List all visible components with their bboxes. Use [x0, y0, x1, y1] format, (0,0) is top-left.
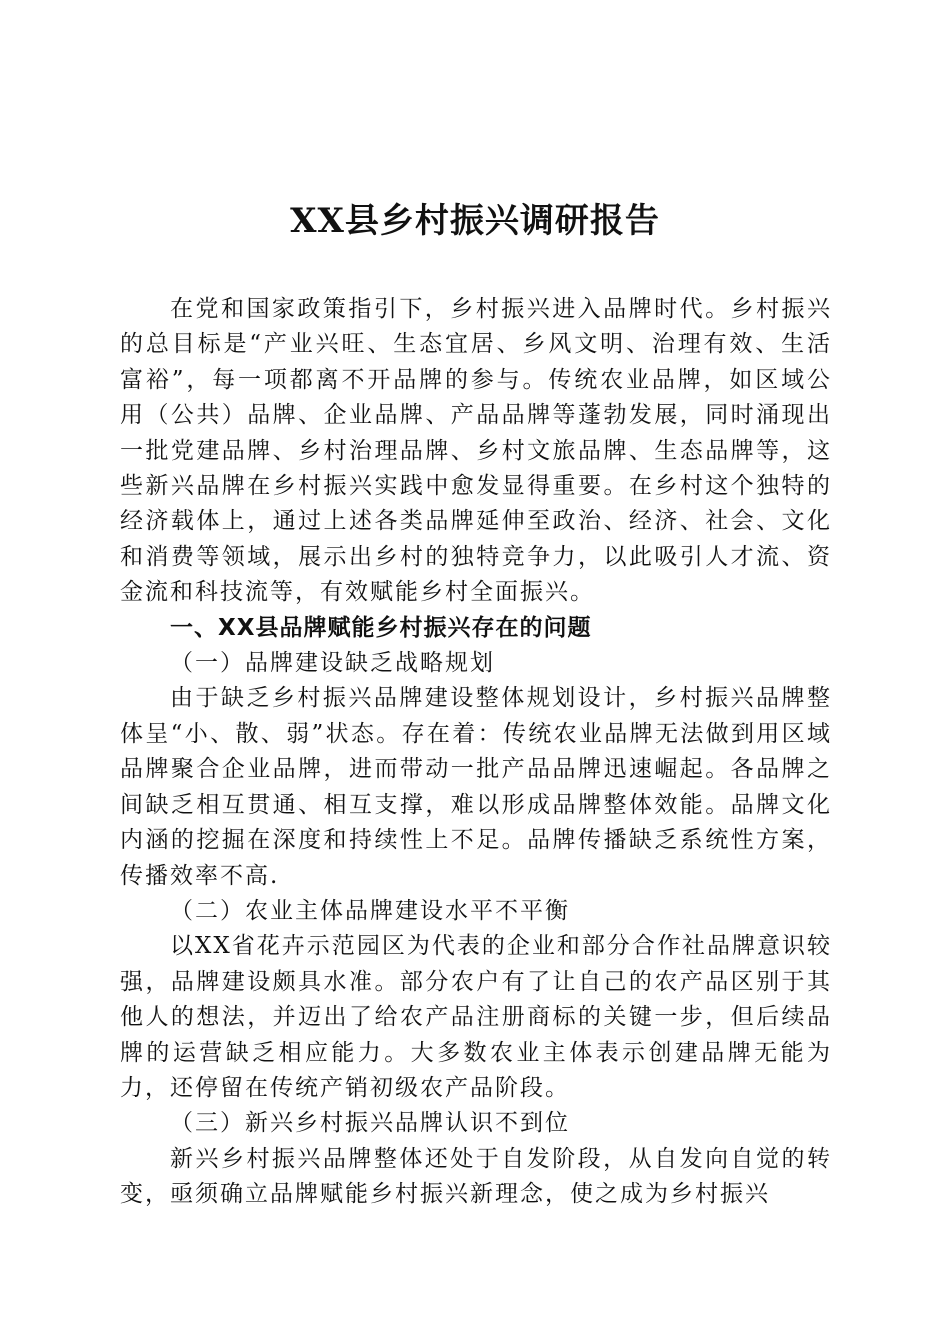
document-title: XX县乡村振兴调研报告: [290, 201, 660, 241]
subsection-heading-1: （一）品牌建设缺乏战略规划: [170, 650, 495, 677]
intro-paragraph: 在党和国家政策指引下，乡村振兴进入品牌时代。乡村振兴的总目标是“产业兴旺、生态宜居、乡风文明、治理有效、生活富裕”，每一项都离不开品牌的参与。传统农业品牌，如区域公用（公共）品牌、企业品牌、产品品牌等蓬勃发展，同时涌现出一批党建品牌、乡村治理品牌、乡村文旅品牌、生态品牌等，这些新兴品牌在乡村振兴实践中愈发显得重要。在乡村这个独特的经济载体上，通过上述各类品牌延伸至政治、经济、社会、文化和消费等领域，展示出乡村的独特竞争力，以此吸引人才流、资金流和科技流等，有效赋能乡村全面振兴。: [120, 296, 832, 606]
subsection-paragraph-3: 新兴乡村振兴品牌整体还处于自发阶段，从自发向自觉的转变，亟须确立品牌赋能乡村振兴新理念，使之成为乡村振兴: [120, 1145, 832, 1208]
section-heading-1: 一、XX县品牌赋能乡村振兴存在的问题: [170, 614, 592, 641]
document-body: [120, 292, 832, 1213]
subsection-heading-3: （三）新兴乡村振兴品牌认识不到位: [170, 1110, 570, 1137]
subsection-paragraph-2: 以XX省花卉示范园区为代表的企业和部分合作社品牌意识较强，品牌建设颇具水准。部分农户有了让自己的农产品区别于其他人的想法，并迈出了给农产品注册商标的关键一步，但后续品牌的运营缺乏相应能力。大多数农业主体表示创建品牌无能为力，还停留在传统产销初级农产品阶段。: [120, 933, 832, 1101]
subsection-paragraph-1: 由于缺乏乡村振兴品牌建设整体规划设计，乡村振兴品牌整体呈“小、散、弱”状态。存在着：传统农业品牌无法做到用区域品牌聚合企业品牌，进而带动一批产品品牌迅速崛起。各品牌之间缺乏相互贯通、相互支撑，难以形成品牌整体效能。品牌文化内涵的挖掘在深度和持续性上不足。品牌传播缺乏系统性方案，传播效率不高.: [120, 685, 832, 889]
subsection-heading-2: （二）农业主体品牌建设水平不平衡: [170, 897, 570, 924]
